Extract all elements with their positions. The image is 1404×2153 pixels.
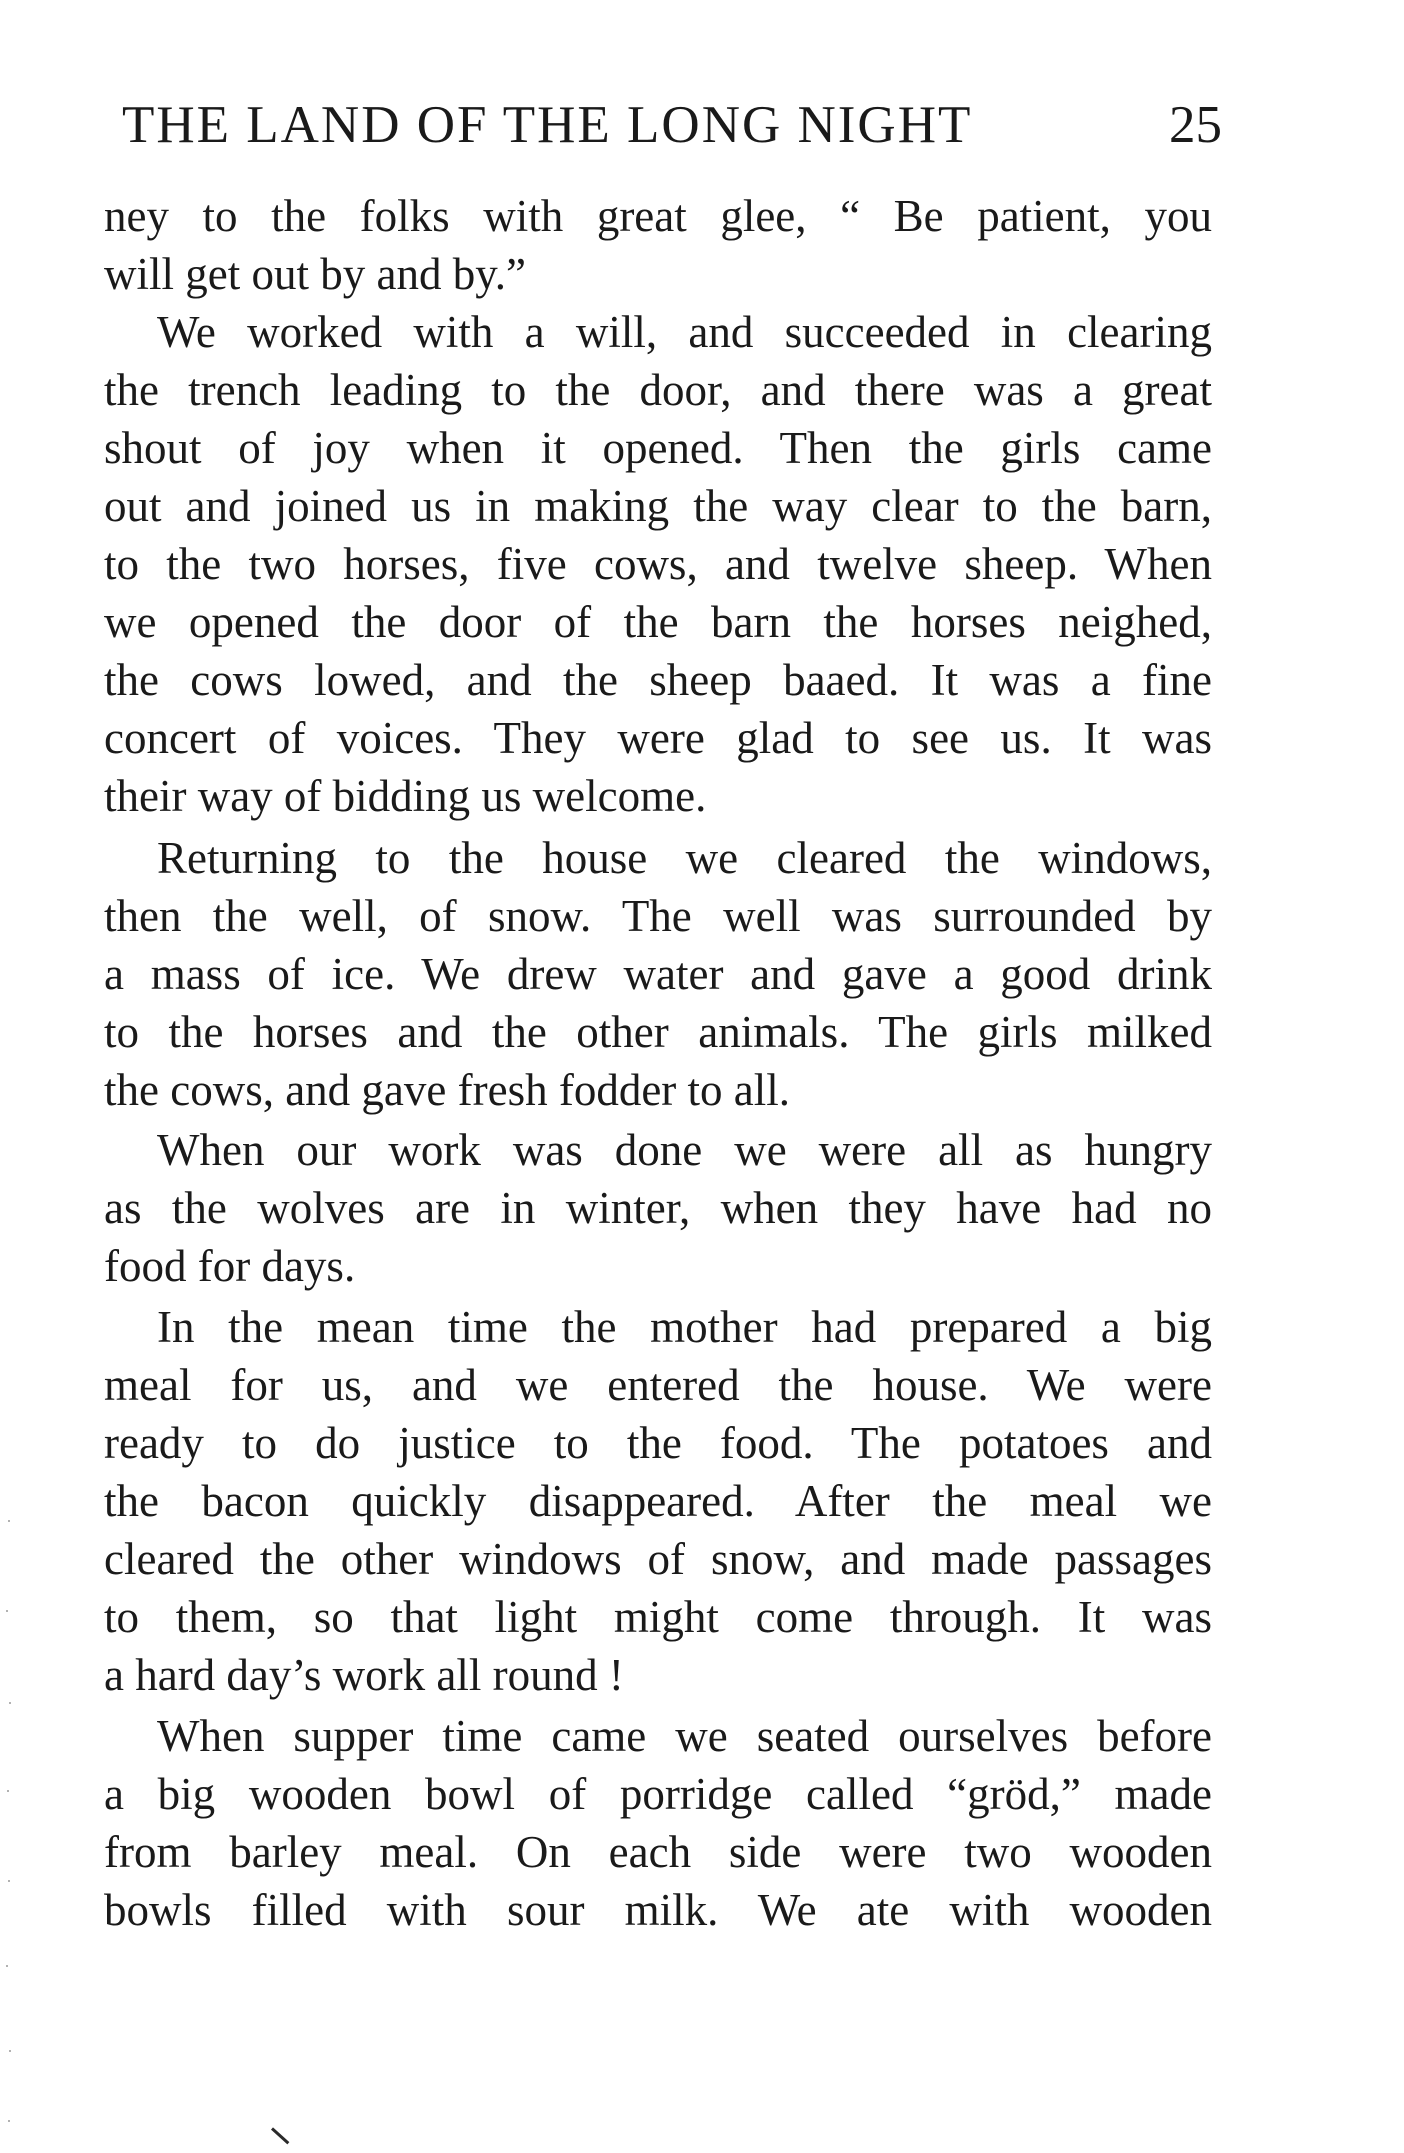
speck <box>7 1790 9 1792</box>
speck <box>9 2050 11 2052</box>
text-line: the cows lowed, and the sheep baaed. It was a fine <box>104 655 1212 705</box>
text-line: the cows, and gave fresh fodder to all. <box>104 1065 791 1115</box>
speck <box>6 1610 8 1612</box>
text-line: we opened the door of the barn the horses neighed, <box>104 597 1212 647</box>
text-line: to the two horses, five cows, and twelve sheep. When <box>104 539 1212 589</box>
text-line: meal for us, and we entered the house. We were <box>104 1360 1212 1410</box>
text-line: from barley meal. On each side were two wooden <box>104 1827 1212 1877</box>
page-number: 25 <box>1169 96 1222 154</box>
text-line: then the well, of snow. The well was surrounded by <box>104 891 1212 941</box>
text-line: In the mean time the mother had prepared a big <box>157 1302 1212 1352</box>
text-line: concert of voices. They were glad to see us. It was <box>104 713 1212 763</box>
text-line: When our work was done we were all as hungry <box>157 1125 1212 1175</box>
ink-mark <box>271 2127 289 2144</box>
text-line: as the wolves are in winter, when they have had no <box>104 1183 1212 1233</box>
text-line: out and joined us in making the way clear to the barn, <box>104 481 1212 531</box>
speck <box>8 1520 10 1522</box>
running-header <box>122 95 1222 155</box>
text-line: to them, so that light might come through. It was <box>104 1592 1212 1642</box>
text-line: a big wooden bowl of porridge called “gröd,” made <box>104 1769 1212 1819</box>
speck <box>6 1965 8 1967</box>
text-line: their way of bidding us welcome. <box>104 771 707 821</box>
text-line: bowls filled with sour milk. We ate with wooden <box>104 1885 1212 1935</box>
text-line: a hard day’s work all round ! <box>104 1650 624 1700</box>
text-line: food for days. <box>104 1241 356 1291</box>
running-title: THE LAND OF THE LONG NIGHT <box>122 96 973 154</box>
text-line: We worked with a will, and succeeded in clearing <box>157 307 1212 357</box>
text-line: Returning to the house we cleared the windows, <box>157 833 1212 883</box>
speck <box>9 1702 11 1704</box>
text-line: the trench leading to the door, and there was a great <box>104 365 1212 415</box>
text-line: to the horses and the other animals. The girls milked <box>104 1007 1212 1057</box>
text-line: shout of joy when it opened. Then the girls came <box>104 423 1212 473</box>
text-line: cleared the other windows of snow, and made passages <box>104 1534 1212 1584</box>
text-line: a mass of ice. We drew water and gave a good drink <box>104 949 1212 999</box>
text-line: will get out by and by.” <box>104 249 527 299</box>
text-line: When supper time came we seated ourselves before <box>157 1711 1212 1761</box>
text-line: the bacon quickly disappeared. After the meal we <box>104 1476 1212 1526</box>
speck <box>8 1880 10 1882</box>
text-line: ready to do justice to the food. The potatoes and <box>104 1418 1212 1468</box>
text-line: ney to the folks with great glee, “ Be patient, you <box>104 191 1212 241</box>
speck <box>8 2120 10 2122</box>
